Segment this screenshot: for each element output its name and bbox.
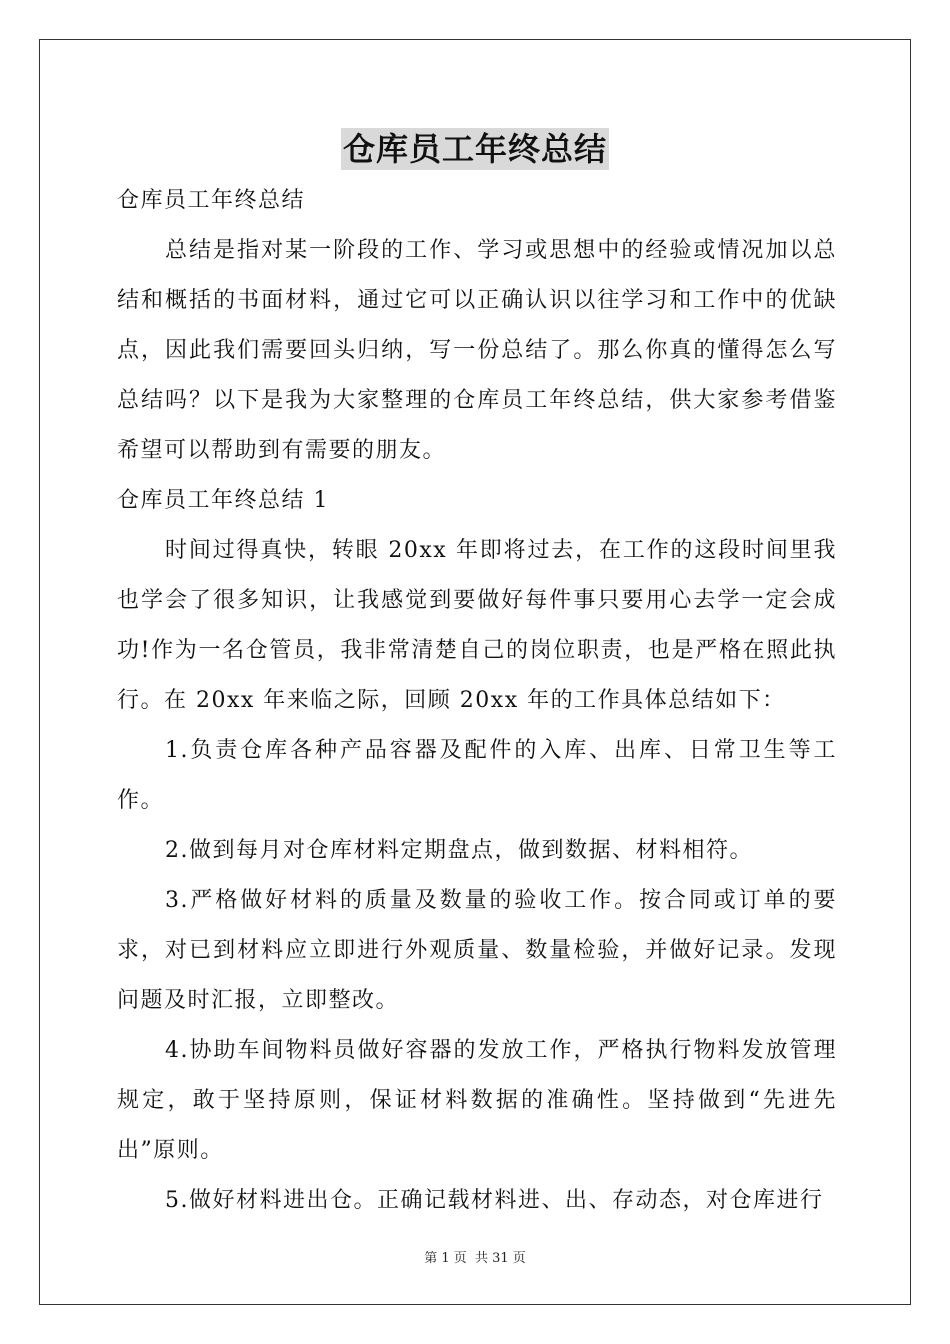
title-container bbox=[0, 128, 950, 170]
list-item-3: 3.严格做好材料的质量及数量的验收工作。按合同或订单的要求，对已到材料应立即进行外观质量、数量检验，并做好记录。发现问题及时汇报，立即整改。 bbox=[117, 888, 837, 1013]
subtitle: 仓库员工年终总结 bbox=[117, 188, 306, 213]
page-total: 共 31 页 bbox=[474, 1251, 526, 1266]
page-footer bbox=[0, 1250, 950, 1268]
list-item-1: 1.负责仓库各种产品容器及配件的入库、出库、日常卫生等工作。 bbox=[117, 738, 837, 813]
intro-paragraph: 总结是指对某一阶段的工作、学习或思想中的经验或情况加以总结和概括的书面材料，通过它可以正确认识以往学习和工作中的优缺点，因此我们需要回头归纳，写一份总结了。那么你真的懂得怎么写总结吗？以下是我为大家整理的仓库员工年终总结，供大家参考借鉴希望可以帮助到有需要的朋友。 bbox=[117, 238, 837, 463]
page-number: 第 1 页 bbox=[424, 1251, 467, 1266]
document-body bbox=[117, 176, 837, 1226]
section-heading: 仓库员工年终总结 1 bbox=[117, 488, 329, 513]
document-title: 仓库员工年终总结 bbox=[342, 130, 607, 168]
list-item-2: 2.做到每月对仓库材料定期盘点，做到数据、材料相符。 bbox=[165, 838, 753, 863]
body-paragraph: 时间过得真快，转眼 20xx 年即将过去，在工作的这段时间里我也学会了很多知识，让我感觉到要做好每件事只要用心去学一定会成功!作为一名仓管员，我非常清楚自己的岗位职责，也是严格在照此执行。在 20xx 年来临之际，回顾 20xx 年的工作具体总结如下： bbox=[117, 538, 837, 713]
list-item-4: 4.协助车间物料员做好容器的发放工作，严格执行物料发放管理规定，敢于坚持原则，保证材料数据的准确性。坚持做到“先进先出”原则。 bbox=[117, 1038, 837, 1163]
list-item-5: 5.做好材料进出仓。正确记载材料进、出、存动态，对仓库进行 bbox=[165, 1188, 824, 1213]
